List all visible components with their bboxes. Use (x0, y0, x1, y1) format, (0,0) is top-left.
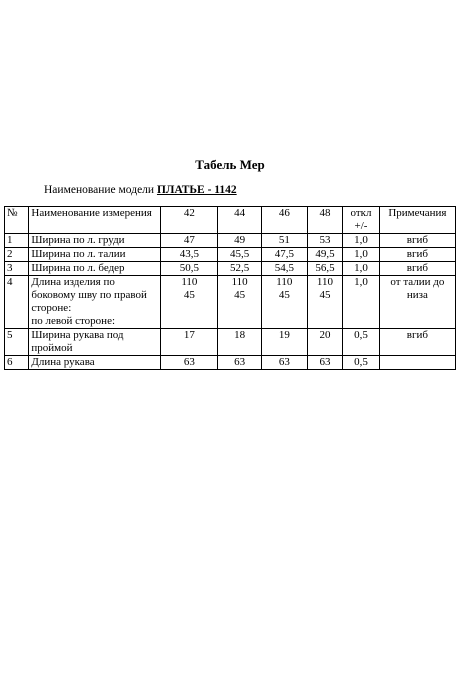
row-value: 63 (218, 356, 262, 370)
row-note: вгиб (379, 329, 455, 356)
header-no: № (5, 207, 29, 234)
row-value-left: 45 (234, 289, 246, 301)
row-name: Ширина по л. бедер (29, 262, 161, 276)
row-value-pair (218, 276, 262, 329)
row-tolerance: 1,0 (343, 262, 380, 276)
row-value-pair (261, 276, 307, 329)
table-row (5, 234, 456, 248)
row-value: 20 (307, 329, 343, 356)
row-value: 56,5 (307, 262, 343, 276)
document-title: Табель Мер (195, 157, 265, 172)
table-row (5, 329, 456, 356)
model-name: ПЛАТЬЕ - 1142 (156, 184, 237, 196)
row-name: Ширина по л. груди (29, 234, 161, 248)
row-value: 51 (261, 234, 307, 248)
row-value: 47 (161, 234, 218, 248)
header-size: 44 (218, 207, 262, 234)
row-value: 49,5 (307, 248, 343, 262)
row-note (379, 356, 455, 370)
row-value-right: 110 (231, 276, 248, 288)
row-name: Длина рукава (29, 356, 161, 370)
row-value-right: 110 (181, 276, 198, 288)
row-tolerance: 0,5 (343, 356, 380, 370)
row-name (29, 276, 161, 329)
row-value: 19 (261, 329, 307, 356)
header-name: Наименование измерения (29, 207, 161, 234)
header-size: 48 (307, 207, 343, 234)
row-name-line: Длина изделия по боковому шву по правой стороне: (31, 276, 147, 314)
row-value: 54,5 (261, 262, 307, 276)
row-value-pair (307, 276, 343, 329)
row-number: 6 (5, 356, 29, 370)
row-name: Ширина рукава под проймой (29, 329, 161, 356)
row-value: 45,5 (218, 248, 262, 262)
row-value: 17 (161, 329, 218, 356)
row-value: 43,5 (161, 248, 218, 262)
row-note: вгиб (379, 234, 455, 248)
row-number: 2 (5, 248, 29, 262)
row-note: вгиб (379, 262, 455, 276)
row-value-left: 45 (319, 289, 331, 301)
row-value: 63 (307, 356, 343, 370)
row-name: Ширина по л. талии (29, 248, 161, 262)
row-value-left: 45 (183, 289, 195, 301)
row-value: 49 (218, 234, 262, 248)
model-label: Наименование модели (44, 184, 155, 196)
row-value-left: 45 (278, 289, 290, 301)
header-size: 46 (261, 207, 307, 234)
header-notes: Примечания (379, 207, 455, 234)
row-number: 4 (5, 276, 29, 329)
table-header-row (5, 207, 456, 234)
row-number: 1 (5, 234, 29, 248)
row-note: вгиб (379, 248, 455, 262)
row-value-pair (161, 276, 218, 329)
row-note: от талии до низа (379, 276, 455, 329)
row-value: 50,5 (161, 262, 218, 276)
row-value: 47,5 (261, 248, 307, 262)
row-value: 18 (218, 329, 262, 356)
model-line (44, 184, 237, 196)
row-number: 3 (5, 262, 29, 276)
measurement-table (4, 206, 456, 370)
table-row (5, 248, 456, 262)
row-value-right: 110 (316, 276, 333, 288)
header-size: 42 (161, 207, 218, 234)
row-value: 63 (161, 356, 218, 370)
row-tolerance: 0,5 (343, 329, 380, 356)
row-value-right: 110 (276, 276, 293, 288)
header-tolerance: откл +/- (343, 207, 380, 234)
table-row (5, 356, 456, 370)
row-tolerance: 1,0 (343, 276, 380, 329)
row-name-line: по левой стороне: (31, 315, 116, 327)
row-value: 63 (261, 356, 307, 370)
table-row (5, 276, 456, 329)
table-row (5, 262, 456, 276)
row-value: 53 (307, 234, 343, 248)
row-value: 52,5 (218, 262, 262, 276)
row-number: 5 (5, 329, 29, 356)
row-tolerance: 1,0 (343, 234, 380, 248)
row-tolerance: 1,0 (343, 248, 380, 262)
